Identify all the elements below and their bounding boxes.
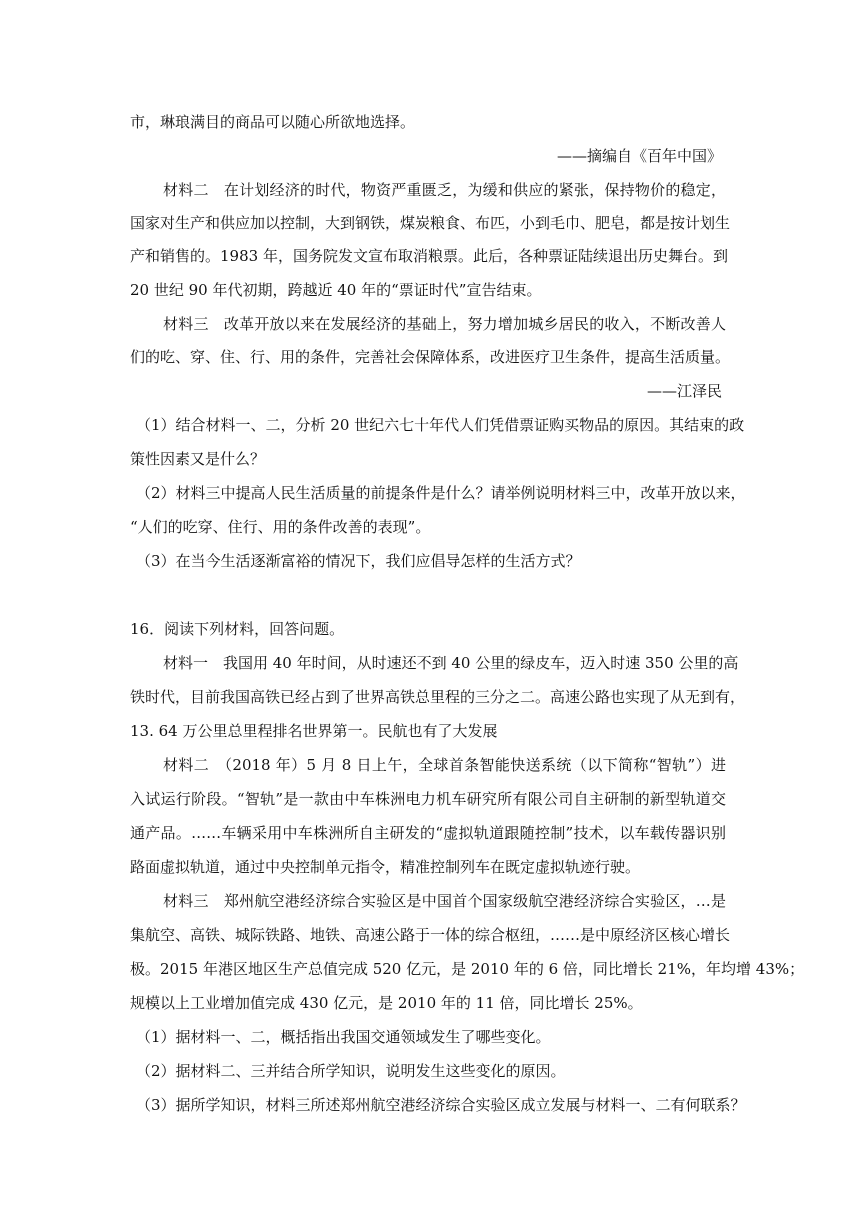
material-one-line [130, 687, 746, 707]
material-one-line [163, 653, 739, 673]
material-two-line [130, 823, 726, 843]
material-two-line: 20 世纪 90 年代初期，跨越近 40 年的“票证时代”宣告结束。 [130, 281, 542, 299]
line-text: 集航空、高铁、城际铁路、地铁、高速公路于一体的综合枢纽，……是中原经济区核心增长 [130, 926, 731, 944]
material-three-line [130, 959, 805, 979]
question-line: 策性因素又是什么？ [130, 450, 266, 468]
line-text: 材料二 在计划经济的时代，物资严重匮乏，为缓和供应的紧张，保持物价的稳定， [163, 181, 726, 199]
material-two-line [163, 755, 726, 775]
line-text: 极。2015 年港区地区生产总值完成 520 亿元，是 2010 年的 6 倍，同比增长 21%，年均增 43%； [130, 960, 805, 978]
material-two-line [163, 180, 726, 200]
line-text: 国家对生产和供应加以控制，大到钢铁，煤炭粮食、布匹，小到毛巾、肥皂，都是按计划生 [130, 214, 731, 232]
material-one-line: 13. 64 万公里总里程排名世界第一。民航也有了大发展 [130, 722, 498, 740]
material-two-line [130, 213, 731, 233]
line-text: 入试运行阶段。“智轨”是一款由中车株洲电力机车研究所有限公司自主研制的新型轨道交 [130, 790, 726, 808]
material-two-line [130, 789, 726, 809]
question-line: （1）据材料一、二，概括指出我国交通领域发生了哪些变化。 [136, 1028, 551, 1046]
question-line: “人们的吃穿、住行、用的条件改善的表现”。 [130, 518, 431, 536]
question-line: （1）结合材料一、二，分析 20 世纪六七十年代人们凭借票证购买物品的原因。其结束的政 [136, 416, 745, 434]
material-two-line: 路面虚拟轨道，通过中央控制单元指令，精准控制列车在既定虚拟轨迹行驶。 [130, 858, 641, 876]
paragraph-line: 市，琳琅满目的商品可以随心所欲地选择。 [130, 113, 416, 131]
line-text: 铁时代，目前我国高铁已经占到了世界高铁总里程的三分之二。高速公路也实现了从无到有， [130, 688, 746, 706]
material-two-line [130, 246, 726, 266]
question-line: （2）材料三中提高人民生活质量的前提条件是什么？请举例说明材料三中，改革开放以来， [136, 484, 746, 502]
question-line: （3）据所学知识，材料三所述郑州航空港经济综合实验区成立发展与材料一、二有何联系？ [136, 1096, 746, 1114]
material-three-line [130, 347, 731, 367]
line-text: 通产品。……车辆采用中车株洲所自主研发的“虚拟轨道跟随控制”技术，以车载传器识别 [130, 824, 726, 842]
material-three-line [163, 314, 726, 334]
material-three-line [130, 925, 731, 945]
line-text: 材料二 （2018 年）5 月 8 日上午，全球首条智能快送系统（以下简称“智轨”）进 [163, 756, 726, 774]
question-title: 16．阅读下列材料，回答问题。 [130, 620, 345, 638]
line-text: 材料一 我国用 40 年时间，从时速还不到 40 公里的绿皮车，迈入时速 350 公里的高 [163, 654, 739, 672]
source-citation: ——摘编自《百年中国》 [556, 147, 722, 165]
line-text: 产和销售的。1983 年，国务院发文宣布取消粮票。此后，各种票证陆续退出历史舞台。到 [130, 247, 728, 265]
source-citation: ——江泽民 [646, 382, 722, 400]
line-text: 们的吃、穿、住、行、用的条件，完善社会保障体系，改进医疗卫生条件，提高生活质量。 [130, 348, 731, 366]
question-line: （2）据材料二、三并结合所学知识，说明发生这些变化的原因。 [136, 1062, 566, 1080]
line-text: 材料三 郑州航空港经济综合实验区是中国首个国家级航空港经济综合实验区，…是 [163, 892, 726, 910]
material-three-line [163, 891, 726, 911]
material-three-line: 规模以上工业增加值完成 430 亿元，是 2010 年的 11 倍，同比增长 25%。 [130, 994, 643, 1012]
question-line: （3）在当今生活逐渐富裕的情况下，我们应倡导怎样的生活方式？ [136, 552, 581, 570]
line-text: 材料三 改革开放以来在发展经济的基础上，努力增加城乡居民的收入，不断改善人 [163, 315, 726, 333]
